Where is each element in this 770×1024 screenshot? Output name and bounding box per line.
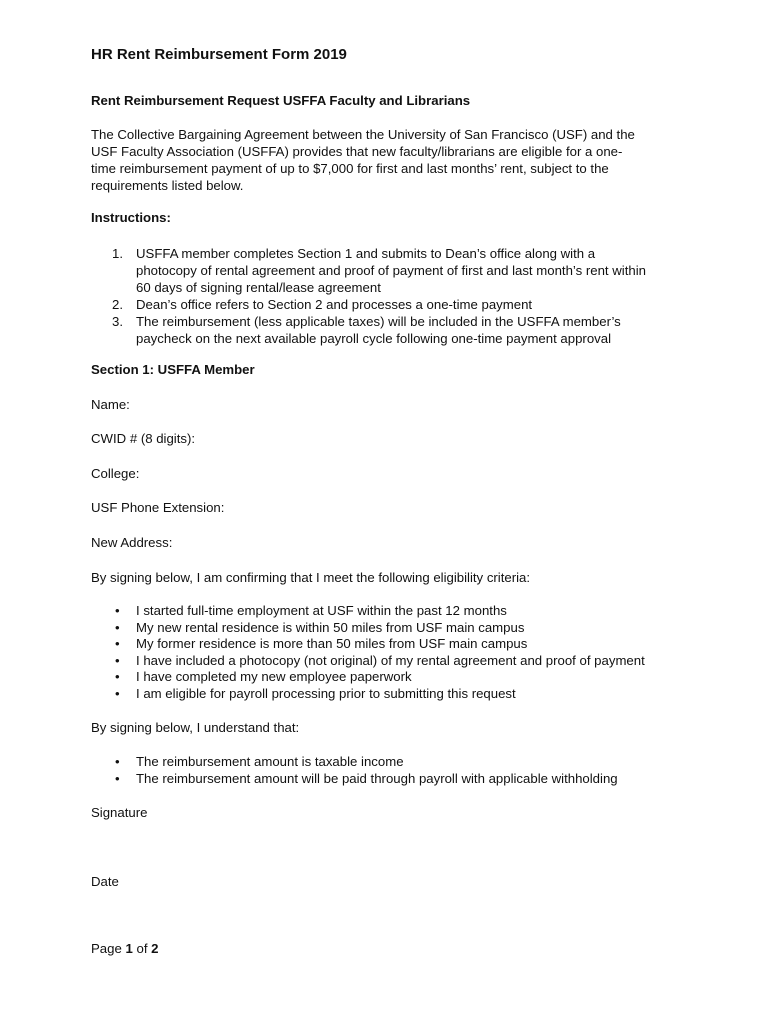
bullet-icon: • (115, 770, 120, 786)
page-current: 1 (125, 941, 133, 956)
instruction-line: USFFA member completes Section 1 and submits to Dean’s office along with a (136, 246, 596, 261)
bullet-icon: • (115, 669, 120, 685)
eligibility-intro: By signing below, I am confirming that I meet the following eligibility criteria: (91, 570, 531, 585)
instruction-line: The reimbursement (less applicable taxes) will be included in the USFFA member’s (136, 314, 621, 329)
new-address-field-label: New Address: (91, 535, 173, 550)
eligibility-item (91, 686, 711, 703)
understand-item-text: The reimbursement amount is taxable income (136, 754, 404, 769)
section1-heading: Section 1: USFFA Member (91, 362, 255, 377)
instruction-line: Dean’s office refers to Section 2 and processes a one-time payment (136, 297, 533, 312)
understand-item-text: The reimbursement amount will be paid through payroll with applicable withholding (136, 770, 618, 786)
instructions-heading: Instructions: (91, 210, 171, 225)
of-word: of (136, 941, 148, 956)
eligibility-item (91, 603, 711, 620)
instruction-item (91, 296, 691, 313)
signature-label: Signature (91, 805, 148, 820)
college-field-label: College: (91, 466, 140, 481)
date-label: Date (91, 874, 119, 889)
intro-line: requirements listed below. (91, 178, 244, 193)
intro-paragraph (91, 126, 691, 194)
instruction-number: 1. (112, 246, 123, 261)
intro-line: time reimbursement payment of up to $7,000 for first and last months’ rent, subject to the (91, 161, 609, 176)
eligibility-item (91, 653, 711, 670)
instruction-number: 2. (112, 297, 123, 312)
intro-line: USF Faculty Association (USFFA) provides that new faculty/librarians are eligible for a one- (91, 144, 623, 159)
bullet-icon: • (115, 754, 120, 769)
name-field-label: Name: (91, 397, 130, 412)
page-number-footer (91, 941, 159, 956)
eligibility-item-text: I started full-time employment at USF within the past 12 months (136, 603, 507, 618)
instruction-line: 60 days of signing rental/lease agreement (136, 280, 381, 295)
cwid-field-label: CWID # (8 digits): (91, 431, 196, 446)
instruction-line: photocopy of rental agreement and proof of payment of first and last month’s rent within (136, 263, 646, 278)
understand-item (91, 771, 711, 788)
eligibility-item (91, 636, 711, 653)
eligibility-item-text: My former residence is more than 50 miles from USF main campus (136, 636, 528, 652)
eligibility-item-text: I have included a photocopy (not original) of my rental agreement and proof of payment (136, 652, 645, 668)
instructions-list (91, 245, 691, 347)
page-total: 2 (151, 941, 159, 956)
understand-list (91, 754, 711, 787)
eligibility-item-text: My new rental residence is within 50 miles from USF main campus (136, 619, 525, 635)
instruction-item (91, 313, 691, 347)
eligibility-list (91, 603, 711, 703)
eligibility-item-text: I have completed my new employee paperwork (136, 669, 412, 685)
bullet-icon: • (115, 636, 120, 652)
instruction-item (91, 245, 691, 296)
understand-item (91, 754, 711, 771)
understand-intro: By signing below, I understand that: (91, 720, 300, 735)
instruction-line: paycheck on the next available payroll cycle following one-time payment approval (136, 331, 612, 346)
bullet-icon: • (115, 619, 120, 635)
page-word: Page (91, 941, 122, 956)
eligibility-item (91, 620, 711, 637)
bullet-icon: • (115, 603, 120, 618)
bullet-icon: • (115, 685, 120, 701)
intro-line: The Collective Bargaining Agreement between the University of San Francisco (USF) and the (91, 127, 635, 142)
eligibility-item-text: I am eligible for payroll processing prior to submitting this request (136, 685, 516, 701)
eligibility-item (91, 669, 711, 686)
form-subtitle: Rent Reimbursement Request USFFA Faculty and Librarians (91, 93, 471, 108)
bullet-icon: • (115, 652, 120, 668)
document-title: HR Rent Reimbursement Form 2019 (91, 46, 347, 63)
phone-extension-field-label: USF Phone Extension: (91, 500, 225, 515)
instruction-number: 3. (112, 314, 123, 329)
